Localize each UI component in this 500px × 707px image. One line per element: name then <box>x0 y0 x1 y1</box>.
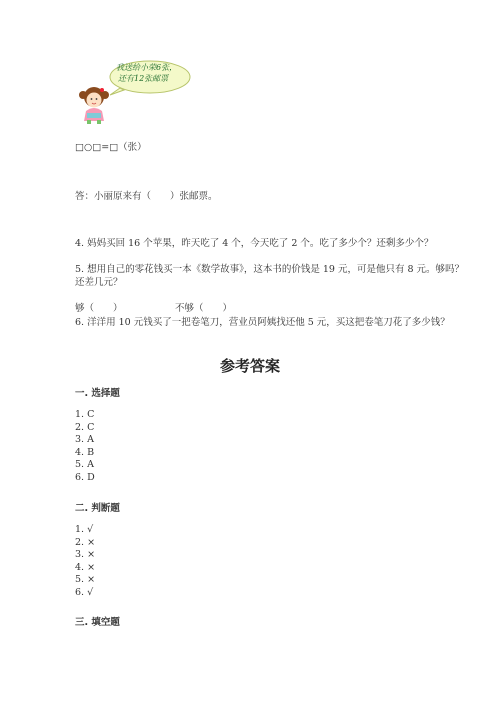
list-item: 5. × <box>75 574 96 585</box>
list-item: 2. × <box>75 536 96 548</box>
list-item: 3. × <box>75 549 96 560</box>
girl-illustration <box>72 55 197 125</box>
list-item: 6. D <box>75 471 95 483</box>
enough-option: 够（ ） <box>75 303 123 314</box>
list-item: 1. C <box>75 409 95 420</box>
list-item: 4. B <box>75 446 95 458</box>
choice-answers-list <box>75 409 95 484</box>
list-item: 4. × <box>75 561 96 573</box>
section-heading-fill-blank: 三. 填空题 <box>75 617 120 628</box>
answer-key-title: 参考答案 <box>219 357 280 375</box>
answer-line: 答：小丽原来有（ ）张邮票。 <box>75 191 218 202</box>
list-item: 3. A <box>75 434 94 445</box>
problem-5: 5. 想用自己的零花钱买一本《数学故事》，这本书的价钱是 19 元，可是他只有 8 元。够吗？还差几元？ <box>75 264 465 288</box>
list-item: 1. √ <box>75 524 94 535</box>
equation-line: □○□=□（张） <box>75 142 147 153</box>
speech-bubble-line-1: 我送给小荣6张， <box>116 63 178 72</box>
judgment-answers-list <box>75 524 95 599</box>
section-heading-judgment: 二. 判断题 <box>75 503 120 514</box>
list-item: 6. √ <box>75 586 94 598</box>
list-item: 5. A <box>75 459 94 470</box>
problem-6: 6. 洋洋用 10 元钱买了一把卷笔刀，营业员阿姨找还他 5 元，买这把卷笔刀花了多少钱？ <box>75 317 450 328</box>
section-heading-choice: 一. 选择题 <box>75 388 120 399</box>
problem-4: 4. 妈妈买回 16 个苹果，昨天吃了 4 个，今天吃了 2 个。吃了多少个？还剩多少个？ <box>75 238 434 249</box>
not-enough-option: 不够（ ） <box>175 303 233 314</box>
speech-bubble-line-2: 还有12张邮票 <box>118 74 169 83</box>
list-item: 2. C <box>75 421 95 433</box>
